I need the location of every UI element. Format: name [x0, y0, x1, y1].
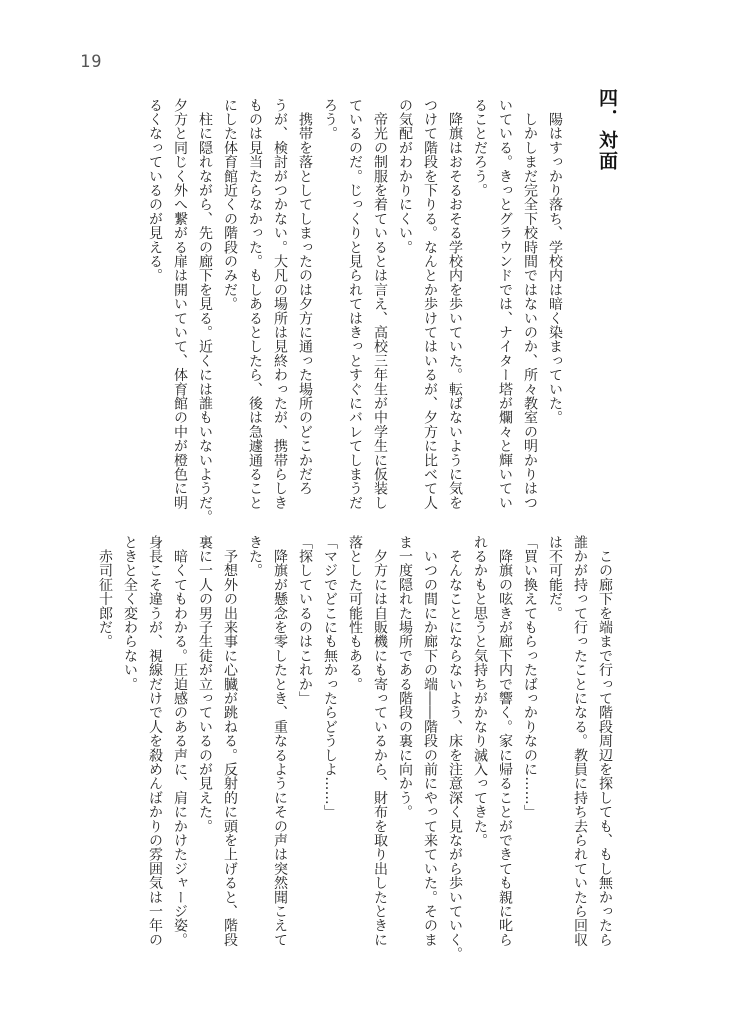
- text-line: 夕方と同じく外へ繋がる扉は開いていて、体育館の中が橙色に明: [172, 98, 188, 510]
- text-line: 裏に一人の男子生徒が立っているのが見えた。: [197, 535, 213, 834]
- text-line: 予想外の出来事に心臓が跳ねる。反射的に頭を上げると、階段: [222, 535, 238, 947]
- body-text-lower: [92, 535, 617, 961]
- text-line: いつの間にか廊下の端――階段の前にやって来ていた。そのま: [422, 535, 438, 947]
- text-line: つけて階段を下りる。なんとか歩けてはいるが、夕方に比べて人: [422, 98, 438, 510]
- text-line: そんなことにならないよう、床を注意深く見ながら歩いていく。: [447, 535, 463, 961]
- text-line: 夕方には自販機にも寄っているから、財布を取り出したときに: [372, 535, 388, 947]
- text-line: うが、検討がつかない。大凡の場所は見終わったが、携帯らしき: [272, 98, 288, 510]
- text-line: いている。きっとグラウンドでは、ナイター塔が爛々と輝いてい: [497, 98, 513, 510]
- text-line: きた。: [247, 535, 263, 578]
- text-line: 身長こそ違うが、視線だけで人を殺めんばかりの雰囲気は一年の: [147, 535, 163, 947]
- text-line: 「マジでどこにも無かったらどうしよ……」: [322, 535, 338, 819]
- text-line: ることだろう。: [472, 98, 488, 198]
- text-line: 降旗はおそるおそる学校内を歩いていた。転ばないように気を: [447, 98, 463, 510]
- text-line: 帝光の制服を着ているとは言え、高校三年生が中学生に仮装し: [372, 98, 388, 510]
- text-line: 暗くてもわかる。圧迫感のある声に、肩にかけたジャージ姿。: [172, 535, 188, 947]
- text-line: ているのだ。じっくりと見られてはきっとすぐにバレてしまうだ: [347, 98, 363, 510]
- text-line: 柱に隠れながら、先の廊下を見る。近くには誰もいないようだ。: [197, 98, 213, 524]
- text-line: 「買い換えてもらったばっかりなのに……」: [522, 535, 538, 819]
- text-line: の気配がわかりにくい。: [397, 98, 413, 255]
- text-line: 降旗の呟きが廊下内で響く。家に帰ることができても親に叱ら: [497, 535, 513, 947]
- page-number: 19: [80, 52, 103, 72]
- text-line: ものは見当たらなかった。もしあるとしたら、後は急遽通ること: [247, 98, 263, 510]
- text-line: 降旗が懸念を零したとき、重なるようにその声は突然聞こえて: [272, 535, 288, 947]
- text-line: れるかもと思うと気持ちがかなり滅入ってきた。: [472, 535, 488, 848]
- text-line: は不可能だ。: [547, 535, 563, 621]
- text-line: しかしまだ完全下校時間ではないのか、所々教室の明かりはつ: [522, 98, 538, 510]
- chapter-title: 四．対面: [596, 88, 618, 172]
- text-line: ろう。: [322, 98, 338, 141]
- body-text-upper: [142, 98, 567, 524]
- text-line: にした体育館近くの階段のみだ。: [222, 98, 238, 311]
- text-line: 誰かが持って行ったことになる。教員に持ち去られていたら回収: [572, 535, 588, 947]
- text-line: ときと全く変わらない。: [122, 535, 138, 692]
- text-line: 携帯を落としてしまったのは夕方に通った場所のどこかだろ: [297, 98, 313, 496]
- text-line: 「探しているのはこれか」: [297, 535, 313, 706]
- text-line: ま一度隠れた場所である階段の裏に向かう。: [397, 535, 413, 819]
- text-line: るくなっているのが見える。: [147, 98, 163, 283]
- text-line: この廊下を端まで行って階段周辺を探しても、もし無かったら: [597, 535, 613, 947]
- text-line: 落とした可能性もある。: [347, 535, 363, 692]
- text-line: 陽はすっかり落ち、学校内は暗く染まっていた。: [547, 98, 563, 425]
- text-line: 赤司征十郎だ。: [97, 535, 113, 649]
